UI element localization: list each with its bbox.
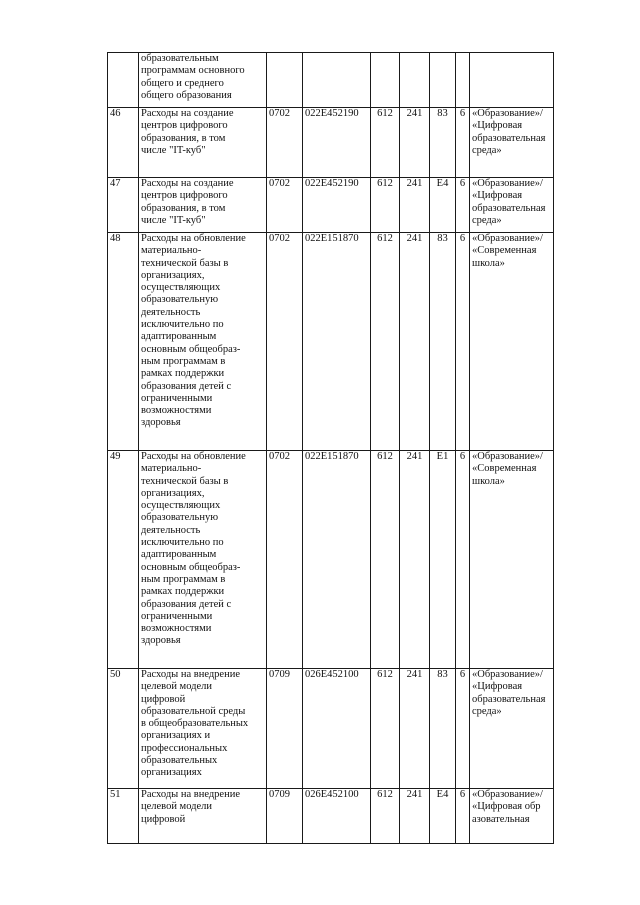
cell-kvr: 612 <box>371 108 400 178</box>
cell-razdel: 0709 <box>267 789 303 844</box>
cell-kosgu: 241 <box>400 108 430 178</box>
cell-kvr: 612 <box>371 451 400 669</box>
cell-name: Расходы на обновление материально- технической базы в организациях, осуществляющих образовательную деятельность исключительно по адаптированным основным общеобраз- ным программам в рамках поддержки образования детей с ограниченными возможностями здоровья <box>139 451 267 669</box>
cell-razdel: 0702 <box>267 451 303 669</box>
cell-razdel: 0702 <box>267 108 303 178</box>
cell-name: Расходы на создание центров цифрового образования, в том числе "IT-куб" <box>139 178 267 233</box>
table-row <box>108 233 554 451</box>
table-row <box>108 789 554 844</box>
table-row <box>108 451 554 669</box>
cell-kcsr: 022E151870 <box>303 233 371 451</box>
cell-razdel: 0702 <box>267 233 303 451</box>
cell-num <box>108 53 139 108</box>
cell-digit: 6 <box>456 108 470 178</box>
budget-table <box>107 52 554 844</box>
continuation-row <box>108 53 554 108</box>
cell-name: Расходы на обновление материально- технической базы в организациях, осуществляющих образовательную деятельность исключительно по адаптированным основным общеобраз- ным программам в рамках поддержки образования детей с ограниченными возможностями здоровья <box>139 233 267 451</box>
cell-num: 46 <box>108 108 139 178</box>
cell-kosgu: 241 <box>400 233 430 451</box>
cell-kcsr <box>303 53 371 108</box>
cell-digit: 6 <box>456 178 470 233</box>
cell-digit: 6 <box>456 233 470 451</box>
cell-digit: 6 <box>456 669 470 789</box>
cell-razdel: 0702 <box>267 178 303 233</box>
cell-code: Е4 <box>430 789 456 844</box>
cell-code: Е1 <box>430 451 456 669</box>
cell-project: «Образование»/ «Цифровая образовательная среда» <box>470 178 554 233</box>
cell-project: «Образование»/ «Современная школа» <box>470 233 554 451</box>
cell-code <box>430 53 456 108</box>
cell-code: 83 <box>430 669 456 789</box>
cell-kvr: 612 <box>371 178 400 233</box>
cell-kvr: 612 <box>371 233 400 451</box>
cell-kcsr: 022E452190 <box>303 178 371 233</box>
cell-kvr: 612 <box>371 789 400 844</box>
table-row <box>108 108 554 178</box>
cell-code: 83 <box>430 108 456 178</box>
cell-project: «Образование»/ «Цифровая обр азовательная <box>470 789 554 844</box>
cell-project: «Образование»/ «Цифровая образовательная среда» <box>470 669 554 789</box>
cell-name: Расходы на внедрение целевой модели цифровой <box>139 789 267 844</box>
cell-name: Расходы на создание центров цифрового образования, в том числе "IT-куб" <box>139 108 267 178</box>
cell-num: 49 <box>108 451 139 669</box>
cell-kcsr: 026E452100 <box>303 669 371 789</box>
cell-razdel <box>267 53 303 108</box>
cell-digit: 6 <box>456 451 470 669</box>
cell-project: «Образование»/ «Цифровая образовательная среда» <box>470 108 554 178</box>
cell-name: Расходы на внедрение целевой модели цифровой образовательной среды в общеобразовательных организациях и профессиональных образовательных организациях <box>139 669 267 789</box>
cell-kcsr: 022E452190 <box>303 108 371 178</box>
cell-kcsr: 026E452100 <box>303 789 371 844</box>
cell-num: 47 <box>108 178 139 233</box>
cell-kvr <box>371 53 400 108</box>
cell-digit: 6 <box>456 789 470 844</box>
cell-kvr: 612 <box>371 669 400 789</box>
cell-continuation-text: образовательным программам основного общего и среднего общего образования <box>139 53 267 108</box>
cell-kosgu: 241 <box>400 178 430 233</box>
cell-kosgu: 241 <box>400 669 430 789</box>
table-row <box>108 669 554 789</box>
cell-kosgu <box>400 53 430 108</box>
cell-num: 50 <box>108 669 139 789</box>
table-row <box>108 178 554 233</box>
cell-kosgu: 241 <box>400 789 430 844</box>
cell-kcsr: 022E151870 <box>303 451 371 669</box>
cell-code: Е4 <box>430 178 456 233</box>
cell-kosgu: 241 <box>400 451 430 669</box>
cell-project <box>470 53 554 108</box>
cell-num: 48 <box>108 233 139 451</box>
cell-code: 83 <box>430 233 456 451</box>
cell-razdel: 0709 <box>267 669 303 789</box>
cell-project: «Образование»/ «Современная школа» <box>470 451 554 669</box>
cell-digit <box>456 53 470 108</box>
cell-num: 51 <box>108 789 139 844</box>
